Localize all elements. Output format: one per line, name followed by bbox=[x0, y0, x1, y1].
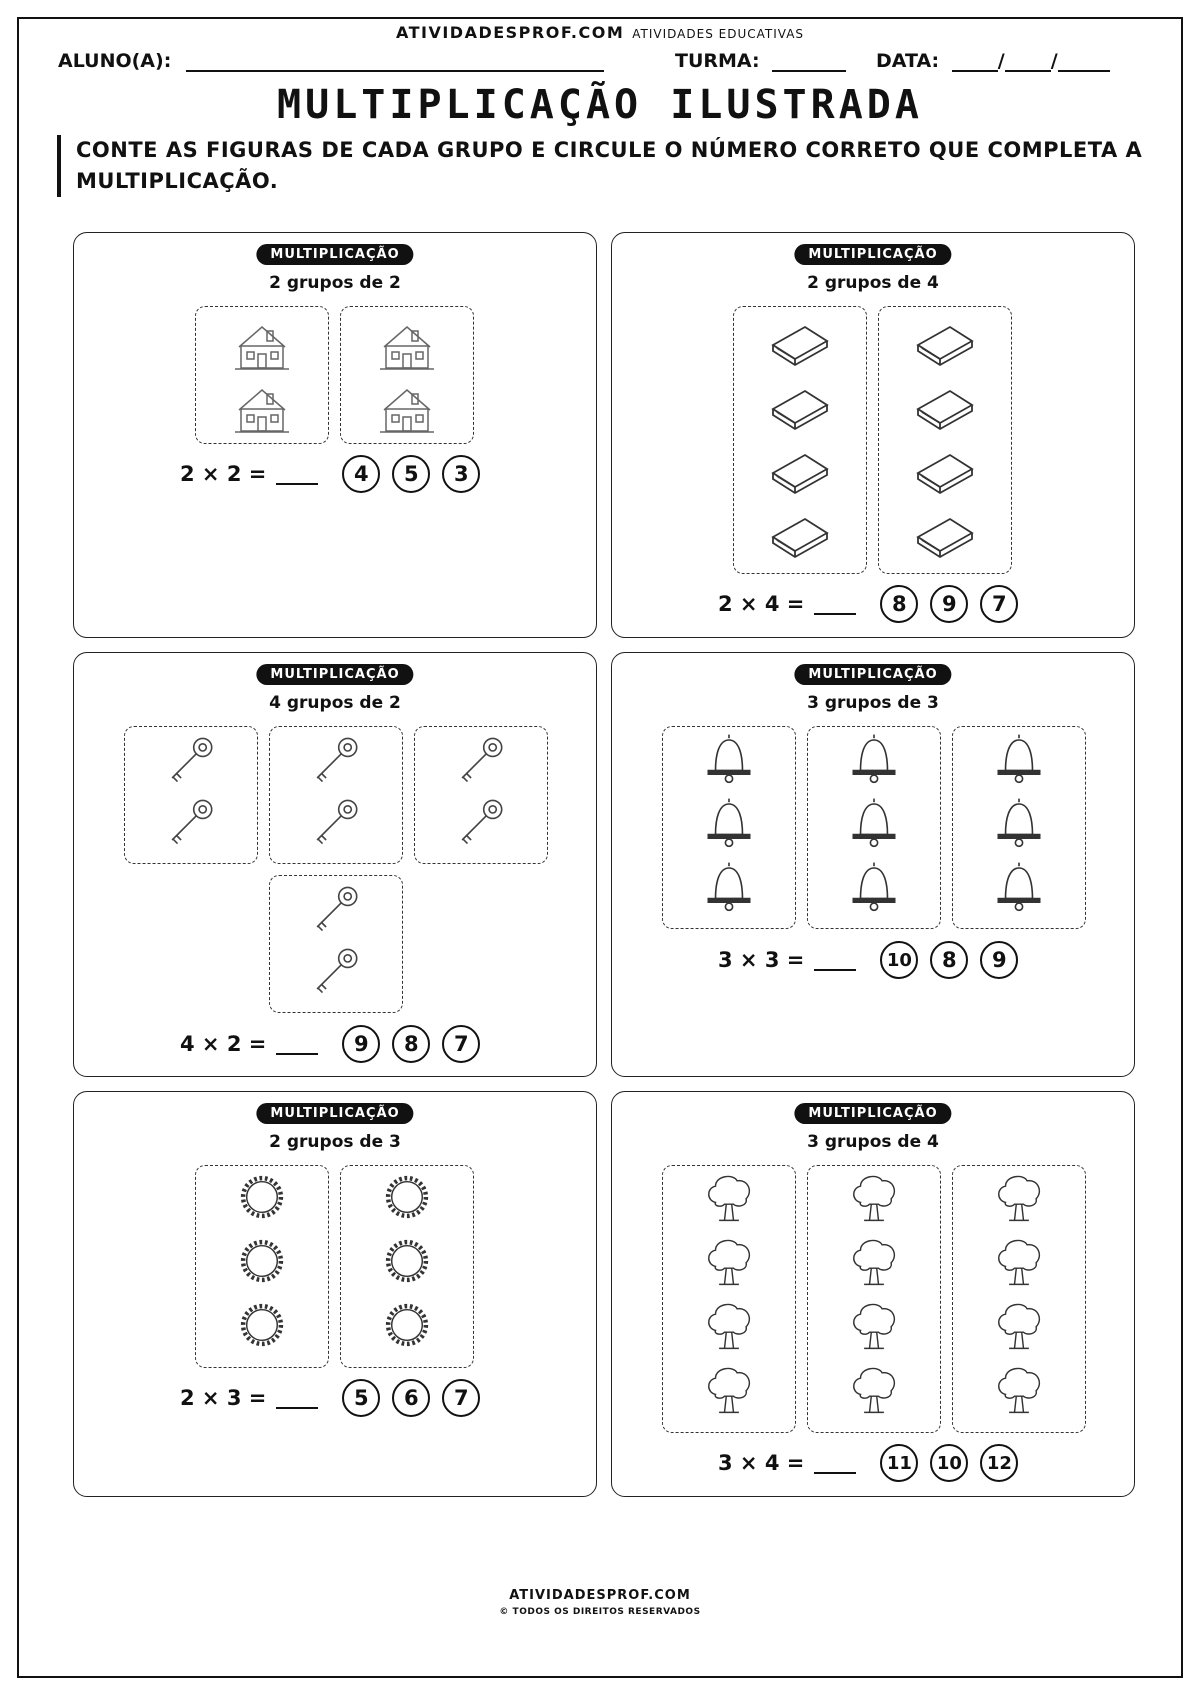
exercise-card-5 bbox=[73, 1091, 597, 1497]
card-badge: MULTIPLICAÇÃO bbox=[256, 664, 413, 685]
exercise-card-3 bbox=[73, 652, 597, 1077]
date-sep-1: / bbox=[997, 50, 1005, 72]
figure-group bbox=[733, 306, 867, 574]
card-subtitle: 2 grupos de 3 bbox=[269, 1132, 401, 1152]
turma-label: TURMA: bbox=[675, 50, 760, 72]
answer-option[interactable]: 10 bbox=[930, 1444, 968, 1482]
bell-icon bbox=[984, 731, 1054, 785]
sun-icon bbox=[372, 1170, 442, 1224]
sun-icon bbox=[227, 1170, 297, 1224]
card-badge: MULTIPLICAÇÃO bbox=[794, 244, 951, 265]
site-name: ATIVIDADESPROF.COM bbox=[395, 23, 625, 42]
tree-icon bbox=[984, 1170, 1054, 1224]
card-badge: MULTIPLICAÇÃO bbox=[256, 244, 413, 265]
book-icon bbox=[910, 507, 980, 561]
equation: 4 × 2 = bbox=[180, 1032, 267, 1056]
answer-blank[interactable] bbox=[276, 1053, 318, 1055]
answer-blank[interactable] bbox=[814, 613, 856, 615]
student-fields bbox=[58, 50, 1148, 80]
book-icon bbox=[765, 315, 835, 369]
tree-icon bbox=[839, 1170, 909, 1224]
figure-group bbox=[340, 1165, 474, 1368]
figure-group bbox=[662, 1165, 796, 1433]
answer-blank[interactable] bbox=[814, 969, 856, 971]
card-subtitle: 2 grupos de 4 bbox=[807, 273, 939, 293]
tree-icon bbox=[839, 1234, 909, 1288]
figure-group bbox=[340, 306, 474, 444]
answer-option[interactable]: 9 bbox=[930, 585, 968, 623]
tree-icon bbox=[694, 1298, 764, 1352]
equation: 2 × 2 = bbox=[180, 462, 267, 486]
sun-icon bbox=[227, 1298, 297, 1352]
equation-row bbox=[180, 1025, 480, 1063]
site-header bbox=[0, 23, 1200, 42]
footer-rights: © TODOS OS DIREITOS RESERVADOS bbox=[499, 1607, 701, 1617]
figure-group bbox=[269, 726, 403, 864]
figure-group bbox=[878, 306, 1012, 574]
year-line[interactable] bbox=[1058, 52, 1110, 72]
key-icon bbox=[156, 795, 226, 849]
figure-group bbox=[195, 1165, 329, 1368]
instruction-text: CONTE AS FIGURAS DE CADA GRUPO E CIRCULE O NÚMERO CORRETO QUE COMPLETA A MULTIPLICAÇÃO. bbox=[57, 135, 1156, 197]
equation-row bbox=[718, 941, 1018, 979]
answer-option[interactable]: 11 bbox=[880, 1444, 918, 1482]
data-field[interactable] bbox=[876, 50, 1110, 72]
tree-icon bbox=[984, 1362, 1054, 1416]
tree-icon bbox=[839, 1362, 909, 1416]
figure-group bbox=[807, 1165, 941, 1433]
answer-option[interactable]: 9 bbox=[980, 941, 1018, 979]
tree-icon bbox=[984, 1298, 1054, 1352]
exercise-card-6 bbox=[611, 1091, 1135, 1497]
figure-group bbox=[124, 726, 258, 864]
answer-option[interactable]: 5 bbox=[392, 455, 430, 493]
figure-group bbox=[662, 726, 796, 929]
equation: 2 × 4 = bbox=[718, 592, 805, 616]
answer-blank[interactable] bbox=[814, 1472, 856, 1474]
bell-icon bbox=[694, 795, 764, 849]
book-icon bbox=[910, 379, 980, 433]
date-sep-2: / bbox=[1050, 50, 1058, 72]
turma-field[interactable] bbox=[675, 50, 846, 72]
equation-row bbox=[180, 455, 480, 493]
bell-icon bbox=[839, 859, 909, 913]
answer-option[interactable]: 7 bbox=[980, 585, 1018, 623]
answer-option[interactable]: 3 bbox=[442, 455, 480, 493]
house-icon bbox=[372, 382, 442, 436]
exercise-card-1 bbox=[73, 232, 597, 638]
tree-icon bbox=[694, 1234, 764, 1288]
figure-group bbox=[414, 726, 548, 864]
answer-blank[interactable] bbox=[276, 1407, 318, 1409]
turma-line[interactable] bbox=[772, 52, 846, 72]
bell-icon bbox=[984, 795, 1054, 849]
exercise-card-4 bbox=[611, 652, 1135, 1077]
aluno-label: ALUNO(A): bbox=[58, 50, 172, 72]
card-subtitle: 3 grupos de 4 bbox=[807, 1132, 939, 1152]
figure-group bbox=[952, 1165, 1086, 1433]
book-icon bbox=[910, 315, 980, 369]
answer-option[interactable]: 10 bbox=[880, 941, 918, 979]
key-icon bbox=[156, 733, 226, 787]
bell-icon bbox=[694, 731, 764, 785]
house-icon bbox=[372, 319, 442, 373]
answer-option[interactable]: 8 bbox=[880, 585, 918, 623]
exercise-card-2 bbox=[611, 232, 1135, 638]
answer-option[interactable]: 8 bbox=[930, 941, 968, 979]
card-badge: MULTIPLICAÇÃO bbox=[256, 1103, 413, 1124]
key-icon bbox=[301, 882, 371, 936]
key-icon bbox=[301, 944, 371, 998]
aluno-field[interactable] bbox=[58, 50, 604, 72]
book-icon bbox=[765, 443, 835, 497]
answer-option[interactable]: 12 bbox=[980, 1444, 1018, 1482]
card-badge: MULTIPLICAÇÃO bbox=[794, 664, 951, 685]
key-icon bbox=[301, 795, 371, 849]
card-subtitle: 2 grupos de 2 bbox=[269, 273, 401, 293]
answer-option[interactable]: 6 bbox=[392, 1379, 430, 1417]
answer-blank[interactable] bbox=[276, 483, 318, 485]
sun-icon bbox=[372, 1298, 442, 1352]
figure-group bbox=[952, 726, 1086, 929]
figure-group bbox=[269, 875, 403, 1013]
book-icon bbox=[765, 379, 835, 433]
equation: 3 × 4 = bbox=[718, 1451, 805, 1475]
card-badge: MULTIPLICAÇÃO bbox=[794, 1103, 951, 1124]
bell-icon bbox=[839, 795, 909, 849]
tree-icon bbox=[839, 1298, 909, 1352]
sun-icon bbox=[372, 1234, 442, 1288]
bell-icon bbox=[839, 731, 909, 785]
equation: 3 × 3 = bbox=[718, 948, 805, 972]
aluno-line[interactable] bbox=[186, 52, 604, 72]
equation: 2 × 3 = bbox=[180, 1386, 267, 1410]
tree-icon bbox=[984, 1234, 1054, 1288]
tree-icon bbox=[694, 1362, 764, 1416]
house-icon bbox=[227, 319, 297, 373]
card-subtitle: 3 grupos de 3 bbox=[807, 693, 939, 713]
key-icon bbox=[301, 733, 371, 787]
site-subtitle: ATIVIDADES EDUCATIVAS bbox=[632, 27, 805, 41]
figure-group bbox=[807, 726, 941, 929]
book-icon bbox=[765, 507, 835, 561]
answer-option[interactable]: 8 bbox=[392, 1025, 430, 1063]
answer-option[interactable]: 9 bbox=[342, 1025, 380, 1063]
month-line[interactable] bbox=[1005, 52, 1051, 72]
answer-option[interactable]: 7 bbox=[442, 1379, 480, 1417]
footer-site: ATIVIDADESPROF.COM bbox=[509, 1588, 691, 1603]
key-icon bbox=[446, 795, 516, 849]
bell-icon bbox=[984, 859, 1054, 913]
card-subtitle: 4 grupos de 2 bbox=[269, 693, 401, 713]
day-line[interactable] bbox=[952, 52, 998, 72]
figure-group bbox=[195, 306, 329, 444]
equation-row bbox=[180, 1379, 480, 1417]
data-label: DATA: bbox=[876, 50, 940, 72]
bell-icon bbox=[694, 859, 764, 913]
answer-option[interactable]: 7 bbox=[442, 1025, 480, 1063]
key-icon bbox=[446, 733, 516, 787]
house-icon bbox=[227, 382, 297, 436]
sun-icon bbox=[227, 1234, 297, 1288]
page-title: MULTIPLICAÇÃO ILUSTRADA bbox=[277, 82, 923, 128]
equation-row bbox=[718, 585, 1018, 623]
answer-option[interactable]: 4 bbox=[342, 455, 380, 493]
equation-row bbox=[718, 1444, 1018, 1482]
answer-option[interactable]: 5 bbox=[342, 1379, 380, 1417]
book-icon bbox=[910, 443, 980, 497]
tree-icon bbox=[694, 1170, 764, 1224]
